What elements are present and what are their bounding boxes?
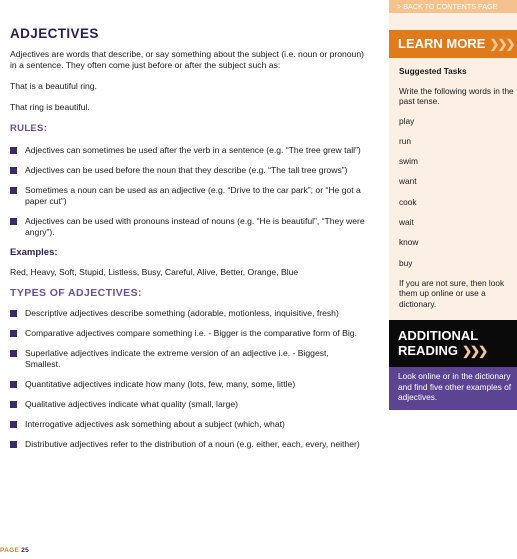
type-text: Interrogative adjectives ask something about a subject (which, what) — [25, 419, 285, 429]
page-title: ADJECTIVES — [10, 26, 99, 41]
type-text: Qualitative adjectives indicate what quality (small, large) — [25, 399, 239, 409]
task-word: buy — [399, 257, 413, 268]
task-word: play — [399, 115, 415, 126]
tasks-intro: Write the following words in the past tense. — [399, 85, 514, 106]
examples-list: Red, Heavy, Soft, Stupid, Listless, Busy, Careful, Alive, Better, Orange, Blue — [10, 267, 299, 277]
suggested-tasks — [399, 66, 515, 309]
page-number — [0, 545, 29, 556]
additional-reading-banner — [389, 320, 517, 367]
example-sentence-2: That ring is beautiful. — [10, 102, 90, 112]
list-item — [10, 399, 370, 410]
examples-heading: Examples: — [10, 247, 58, 258]
square-bullet-icon — [10, 330, 17, 337]
square-bullet-icon — [10, 167, 17, 174]
list-item — [10, 379, 370, 390]
main-content — [10, 26, 370, 459]
square-bullet-icon — [10, 381, 17, 388]
rule-text: Adjectives can be used with pronouns instead of nouns (e.g. “He is beautiful”, “They were angry”). — [25, 216, 365, 237]
task-word: know — [399, 237, 419, 248]
list-item — [10, 185, 370, 207]
learn-more-banner — [389, 30, 517, 58]
square-bullet-icon — [10, 187, 17, 194]
type-text: Quantitative adjectives indicate how many (lots, few, many, some, little) — [25, 379, 296, 389]
square-bullet-icon — [10, 147, 17, 154]
triple-chevron-icon: ❯❯❯ — [489, 37, 514, 51]
task-word: wait — [399, 216, 414, 227]
list-item — [10, 216, 370, 238]
list-item — [10, 419, 370, 430]
list-item — [10, 348, 370, 370]
type-text: Distributive adjectives refer to the distribution of a noun (e.g. either, each, every, neither) — [25, 439, 360, 449]
rule-text: Adjectives can be used before the noun that they describe (e.g. “The tall tree grows”) — [25, 165, 348, 175]
rule-text: Adjectives can sometimes be used after the verb in a sentence (e.g. “The tree grew tall”) — [25, 145, 361, 155]
triple-chevron-icon: ❯❯❯ — [461, 344, 487, 358]
types-list — [10, 308, 370, 450]
intro-paragraph: Adjectives are words that describe, or say something about the subject (i.e. noun or pronoun) in a sentence. They often come just before or after the subject such as: — [10, 49, 364, 70]
type-text: Superlative adjectives indicate the extreme version of an adjective i.e. - Biggest, Smallest. — [25, 348, 329, 369]
square-bullet-icon — [10, 310, 17, 317]
back-to-contents-link[interactable]: > BACK TO CONTENTS PAGE — [389, 0, 517, 13]
task-word: run — [399, 135, 411, 146]
task-word: cook — [399, 196, 417, 207]
page-number-value: 25 — [21, 547, 30, 554]
list-item — [10, 439, 370, 450]
list-item — [10, 308, 370, 319]
rules-heading: RULES: — [10, 123, 48, 134]
task-word: swim — [399, 156, 418, 167]
rule-text: Sometimes a noun can be used as an adjective (e.g. “Drive to the car park”; or “He got a paper cut”) — [25, 185, 361, 206]
list-item — [10, 165, 370, 176]
list-item — [10, 328, 370, 339]
square-bullet-icon — [10, 218, 17, 225]
task-word: want — [399, 176, 417, 187]
square-bullet-icon — [10, 421, 17, 428]
types-heading: TYPES OF ADJECTIVES: — [10, 287, 142, 299]
additional-reading-text: Look online or in the dictionary and find five other examples of adjectives. — [389, 367, 517, 410]
page-label: PAGE — [0, 547, 20, 554]
additional-reading-line2: READING — [398, 343, 458, 358]
square-bullet-icon — [10, 441, 17, 448]
list-item — [10, 145, 370, 156]
example-sentence-1: That is a beautiful ring. — [10, 81, 97, 91]
type-text: Descriptive adjectives describe something (adorable, motionless, inquisitive, fresh) — [25, 308, 339, 318]
sidebar — [389, 0, 517, 410]
tasks-note: If you are not sure, then look them up online or use a dictionary. — [399, 277, 505, 309]
additional-reading-line1: ADDITIONAL — [398, 328, 479, 343]
square-bullet-icon — [10, 350, 17, 357]
square-bullet-icon — [10, 401, 17, 408]
type-text: Comparative adjectives compare something i.e. - Bigger is the comparative form of Big. — [25, 328, 357, 338]
tasks-title: Suggested Tasks — [399, 66, 467, 76]
learn-more-label: LEARN MORE — [398, 36, 486, 51]
rules-list — [10, 145, 370, 238]
